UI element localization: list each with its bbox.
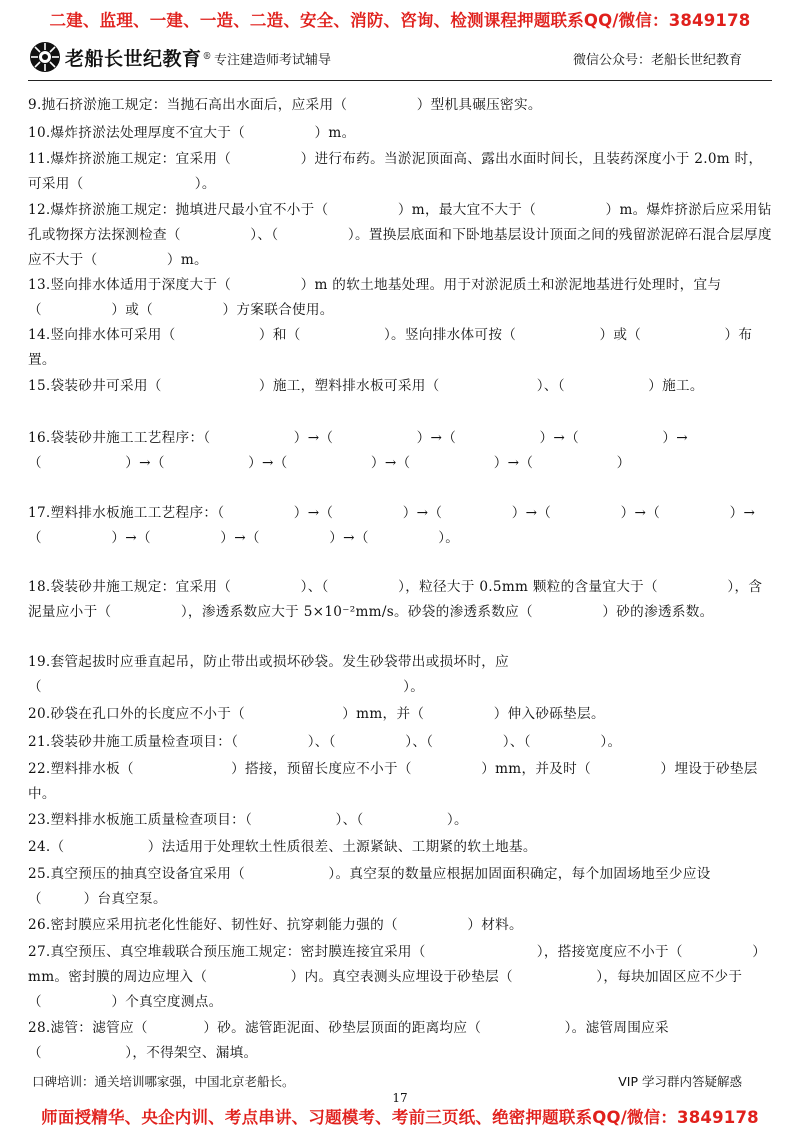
question-21: 21.袋装砂井施工质量检查项目：（ ）、（ ）、（ ）、（ ）。 bbox=[28, 734, 622, 750]
question-12: 12.爆炸挤淤施工规定：抛填进尺最小宜不小于（ ）m，最大宜不大于（ ）m。爆炸挤淤后应采用钻孔或物探方法探测检查（ ）、（ ）。置换层底面和下卧地基层设计顶面之间的残留淤泥碎石混合层厚度应不大于（ ）m。 bbox=[28, 202, 772, 268]
ship-wheel-icon bbox=[28, 40, 62, 74]
question-20: 20.砂袋在孔口外的长度应不小于（ ）mm，并（ ）伸入砂砾垫层。 bbox=[28, 706, 605, 722]
registered-mark: ® bbox=[202, 52, 212, 62]
header-wechat: 微信公众号：老船长世纪教育 bbox=[572, 53, 742, 68]
question-13: 13.竖向排水体适用于深度大于（ ）m 的软土地基处理。用于对淤泥质土和淤泥地基进行处理时，宜与（ ）或（ ）方案联合使用。 bbox=[28, 277, 722, 318]
question-15: 15.袋装砂井可采用（ ）施工，塑料排水板可采用（ ）、（ ）施工。 bbox=[28, 378, 704, 394]
page-number: 17 bbox=[392, 1091, 408, 1105]
question-22: 22.塑料排水板（ ）搭接，预留长度应不小于（ ）mm，并及时（ ）埋设于砂垫层中。 bbox=[28, 761, 758, 802]
question-28: 28.滤管：滤管应（ ）砂。滤管距泥面、砂垫层顶面的距离均应（ ）。滤管周围应采（ ），不得架空、漏填。 bbox=[28, 1020, 669, 1061]
question-24: 24.（ ）法适用于处理软土性质很差、土源紧缺、工期紧的软土地基。 bbox=[28, 839, 537, 855]
question-18: 18.袋装砂井施工规定：宜采用（ ）、（ ），粒径大于 0.5mm 颗粒的含量宜大于（ ），含泥量应小于（ ），渗透系数应大于 5×10⁻²mm/s。砂袋的渗透系数应（ ）砂的渗透系数。 bbox=[28, 579, 763, 620]
page-header bbox=[28, 40, 772, 81]
footer-vip: VIP 学习群内答疑解惑 bbox=[618, 1074, 742, 1089]
question-9: 9.抛石挤淤施工规定：当抛石高出水面后，应采用（ ）型机具碾压密实。 bbox=[28, 97, 542, 113]
question-11: 11.爆炸挤淤施工规定：宜采用（ ）进行布药。当淤泥顶面高、露出水面时间长，且装药深度小于 2.0m 时，可采用（ ）。 bbox=[28, 151, 763, 192]
bottom-banner: 师面授精华、央企内训、考点串讲、习题模考、考前三页纸、绝密押题联系QQ/微信：3849178 bbox=[41, 1108, 759, 1127]
brand-logo bbox=[28, 40, 212, 74]
question-10: 10.爆炸挤淤法处理厚度不宜大于（ ）m。 bbox=[28, 125, 356, 141]
question-14: 14.竖向排水体可采用（ ）和（ ）。竖向排水体可按（ ）或（ ）布置。 bbox=[28, 327, 753, 368]
question-25: 25.真空预压的抽真空设备宜采用（ ）。真空泵的数量应根据加固面积确定，每个加固场地至少应设（ ）台真空泵。 bbox=[28, 866, 711, 907]
question-19: 19.套管起拔时应垂直起吊，防止带出或损坏砂袋。发生砂袋带出或损坏时，应（ ）。 bbox=[28, 654, 510, 695]
header-slogan: 专注建造师考试辅导 bbox=[214, 53, 332, 68]
top-banner: 二建、监理、一建、一造、二造、安全、消防、咨询、检测课程押题联系QQ/微信：3849178 bbox=[49, 11, 751, 30]
question-17: 17.塑料排水板施工工艺程序：（ ）→（ ）→（ ）→（ ）→（ ）→（ ）→（ ）→（ ）→（ ）。 bbox=[28, 505, 756, 546]
question-26: 26.密封膜应采用抗老化性能好、韧性好、抗穿刺能力强的（ ）材料。 bbox=[28, 917, 523, 933]
question-16: 16.袋装砂井施工工艺程序：（ ）→（ ）→（ ）→（ ）→（ ）→（ ）→（ ）→（ ）→（ ） bbox=[28, 430, 688, 471]
question-27: 27.真空预压、真空堆载联合预压施工规定：密封膜连接宜采用（ ），搭接宽度应不小于（ ）mm。密封膜的周边应埋入（ ）内。真空表测头应埋设于砂垫层（ ），每块加固区应不少于（ ）个真空度测点。 bbox=[28, 944, 767, 1010]
brand-name: 老船长世纪教育 bbox=[65, 47, 202, 70]
question-23: 23.塑料排水板施工质量检查项目：（ ）、（ ）。 bbox=[28, 812, 468, 828]
footer-slogan: 口碑培训：通关培训哪家强，中国北京老船长。 bbox=[32, 1074, 295, 1089]
